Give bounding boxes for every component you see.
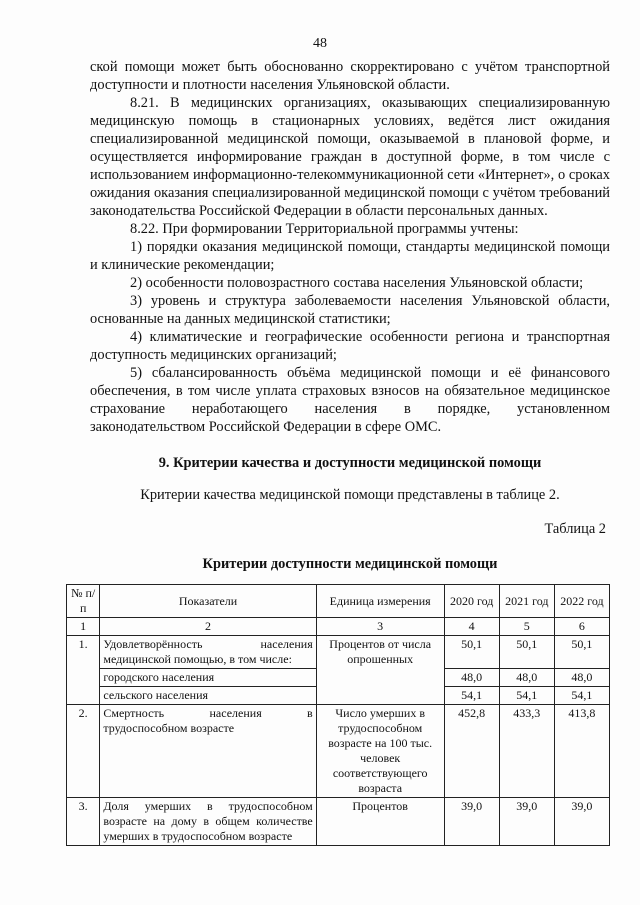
value-2021: 54,1: [499, 687, 554, 705]
unit-cell: Процентов от числа опрошенных: [316, 636, 444, 705]
column-number: 3: [316, 618, 444, 636]
column-number: 5: [499, 618, 554, 636]
value-2022: 48,0: [554, 669, 609, 687]
column-number: 4: [444, 618, 499, 636]
header-2021: 2021 год: [499, 585, 554, 618]
list-item-5: 5) сбалансированность объёма медицинской помощи и её финансового обеспечения, в том числе уплата страховых взносов на обязательное медицинское страхование неработающего населения в порядке, установленном законодательством Российской Федерации в сфере ОМС.: [90, 365, 610, 435]
table-label: Таблица 2: [544, 521, 606, 537]
section-sentence: Критерии качества медицинской помощи представлены в таблице 2.: [140, 487, 560, 503]
value-2021: 50,1: [499, 636, 554, 669]
indicator-name: Смертность населения в трудоспособном возрасте: [100, 705, 316, 798]
row-number: 1.: [67, 636, 100, 705]
column-number: 1: [67, 618, 100, 636]
value-2020: 54,1: [444, 687, 499, 705]
table-row: [67, 636, 610, 669]
header-2022: 2022 год: [554, 585, 609, 618]
value-2021: 39,0: [499, 798, 554, 846]
unit-cell: Число умерших в трудоспособном возрасте на 100 тыс. человек соответствующего возраста: [316, 705, 444, 798]
body-text: [90, 58, 610, 436]
indicator-name: Доля умерших в трудоспособном возрасте на дому в общем количестве умерших в трудоспособном возрасте: [100, 798, 316, 846]
table-row: [67, 798, 610, 846]
unit-cell: Процентов: [316, 798, 444, 846]
paragraph-8-21: 8.21. В медицинских организациях, оказывающих специализированную медицинскую помощь в стационарных условиях, ведётся лист ожидания специализированной медицинской помощи, оказываемой в плановой форме, и осуществляется информирование граждан в доступной форме, в том числе с использованием информационно-телекоммуникационной сети «Интернет», о сроках ожидания оказания специализированной медицинской помощи с учётом требований законодательства Российской Федерации в области персональных данных.: [90, 95, 610, 219]
value-2020: 48,0: [444, 669, 499, 687]
column-number-row: [67, 618, 610, 636]
table-title: Критерии доступности медицинской помощи: [202, 556, 498, 572]
column-number: 6: [554, 618, 609, 636]
section-heading: 9. Критерии качества и доступности медицинской помощи: [158, 455, 542, 471]
header-2020: 2020 год: [444, 585, 499, 618]
header-number: № п/п: [67, 585, 100, 618]
header-indicator: Показатели: [100, 585, 316, 618]
table-header-row: [67, 585, 610, 618]
indicator-name: Удовлетворённость населения медицинской помощью, в том числе:: [100, 636, 316, 669]
header-unit: Единица измерения: [316, 585, 444, 618]
value-2021: 433,3: [499, 705, 554, 798]
table-row: [67, 705, 610, 798]
value-2022: 39,0: [554, 798, 609, 846]
row-number: 3.: [67, 798, 100, 846]
value-2020: 50,1: [444, 636, 499, 669]
indicator-name: сельского населения: [100, 687, 316, 705]
value-2022: 413,8: [554, 705, 609, 798]
page-number: 48: [313, 36, 327, 51]
value-2022: 50,1: [554, 636, 609, 669]
list-item-3: 3) уровень и структура заболеваемости населения Ульяновской области, основанные на данных медицинской статистики;: [90, 293, 610, 327]
paragraph-8-22: 8.22. При формировании Территориальной программы учтены:: [130, 221, 519, 237]
list-item-4: 4) климатические и географические особенности региона и транспортная доступность медицинских организаций;: [90, 329, 610, 363]
value-2020: 452,8: [444, 705, 499, 798]
list-item-2: 2) особенности половозрастного состава населения Ульяновской области;: [130, 275, 584, 291]
indicator-name: городского населения: [100, 669, 316, 687]
list-item-1: 1) порядки оказания медицинской помощи, стандарты медицинской помощи и клинические рекомендации;: [90, 239, 610, 273]
paragraph-continuation: ской помощи может быть обоснованно скорректировано с учётом транспортной доступности и плотности населения Ульяновской области.: [90, 59, 610, 93]
value-2022: 54,1: [554, 687, 609, 705]
value-2020: 39,0: [444, 798, 499, 846]
column-number: 2: [100, 618, 316, 636]
row-number: 2.: [67, 705, 100, 798]
value-2021: 48,0: [499, 669, 554, 687]
criteria-table: [66, 584, 610, 846]
